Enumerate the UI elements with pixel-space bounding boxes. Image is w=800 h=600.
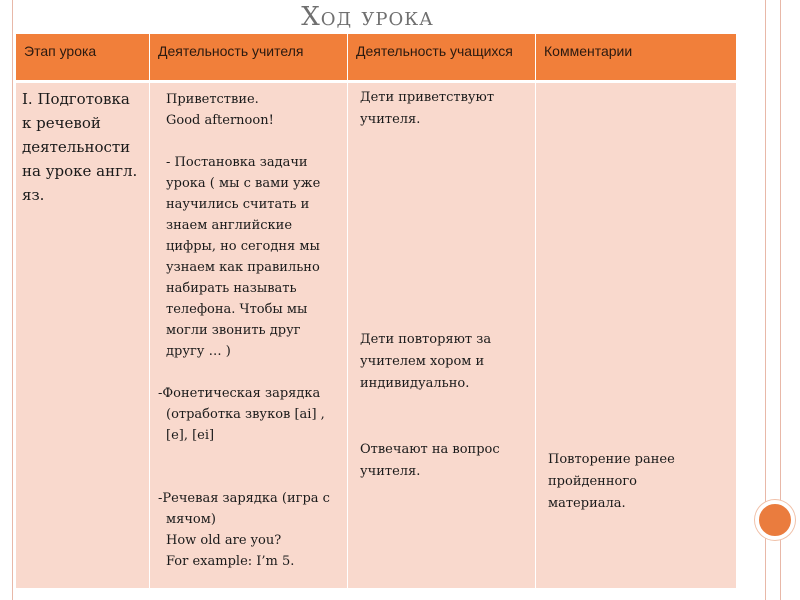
students-repeat: индивидуально. bbox=[360, 376, 470, 391]
teacher-task: могли звонить друг bbox=[166, 323, 301, 338]
table-row bbox=[16, 82, 737, 589]
teacher-greeting: Good afternoon! bbox=[166, 113, 274, 128]
teacher-phonetic: (отработка звуков [ai] , bbox=[166, 407, 325, 422]
teacher-task: набирать называть bbox=[166, 281, 297, 296]
comment-line: Повторение ранее bbox=[548, 452, 675, 467]
teacher-speech: For example: I’m 5. bbox=[166, 554, 295, 569]
teacher-task: другу … ) bbox=[166, 344, 231, 359]
header-comments: Комментарии bbox=[536, 34, 737, 82]
comment-line: материала. bbox=[548, 496, 626, 511]
spacer bbox=[166, 446, 341, 488]
stage-line: деятельности bbox=[22, 138, 131, 156]
spacer bbox=[166, 362, 341, 383]
stage-line: I. Подготовка bbox=[22, 90, 130, 108]
spacer bbox=[166, 131, 341, 152]
teacher-task: знаем английские bbox=[166, 218, 293, 233]
spacer bbox=[360, 131, 529, 329]
students-answer: учителя. bbox=[360, 464, 421, 479]
stage-line: на уроке англ. bbox=[22, 162, 138, 180]
students-repeat: учителем хором и bbox=[360, 354, 485, 369]
teacher-speech: мячом) bbox=[166, 512, 216, 527]
slide-frame-left bbox=[6, 0, 13, 600]
lesson-table bbox=[15, 33, 737, 589]
header-teacher: Деятельность учителя bbox=[150, 34, 348, 82]
spacer bbox=[360, 395, 529, 439]
comment-line: пройденного bbox=[548, 474, 637, 489]
header-stage: Этап урока bbox=[16, 34, 150, 82]
slide-frame-ornament bbox=[755, 500, 795, 540]
students-greet: Дети приветствуют bbox=[360, 90, 495, 105]
teacher-speech: -Речевая зарядка (игра с bbox=[158, 491, 330, 506]
teacher-task: урока ( мы с вами уже bbox=[166, 176, 321, 191]
students-greet: учителя. bbox=[360, 112, 421, 127]
teacher-phonetic: -Фонетическая зарядка bbox=[158, 386, 321, 401]
table-header-row bbox=[16, 34, 737, 82]
header-students: Деятельность учащихся bbox=[348, 34, 536, 82]
cell-stage bbox=[16, 82, 150, 589]
stage-line: к речевой bbox=[22, 114, 101, 132]
cell-comments bbox=[536, 82, 737, 589]
teacher-task: узнаем как правильно bbox=[166, 260, 320, 275]
teacher-task: телефона. Чтобы мы bbox=[166, 302, 308, 317]
teacher-phonetic: [e], [ei] bbox=[166, 428, 215, 443]
stage-line: яз. bbox=[22, 186, 45, 204]
teacher-task: - Постановка задачи bbox=[166, 155, 308, 170]
students-answer: Отвечают на вопрос bbox=[360, 442, 500, 457]
cell-teacher bbox=[150, 82, 348, 589]
teacher-speech: How old are you? bbox=[166, 533, 282, 548]
teacher-task: научились считать и bbox=[166, 197, 310, 212]
teacher-greeting: Приветствие. bbox=[166, 92, 259, 107]
teacher-task: цифры, но сегодня мы bbox=[166, 239, 320, 254]
cell-students bbox=[348, 82, 536, 589]
slide-title: Ход урока bbox=[301, 2, 434, 32]
students-repeat: Дети повторяют за bbox=[360, 332, 492, 347]
